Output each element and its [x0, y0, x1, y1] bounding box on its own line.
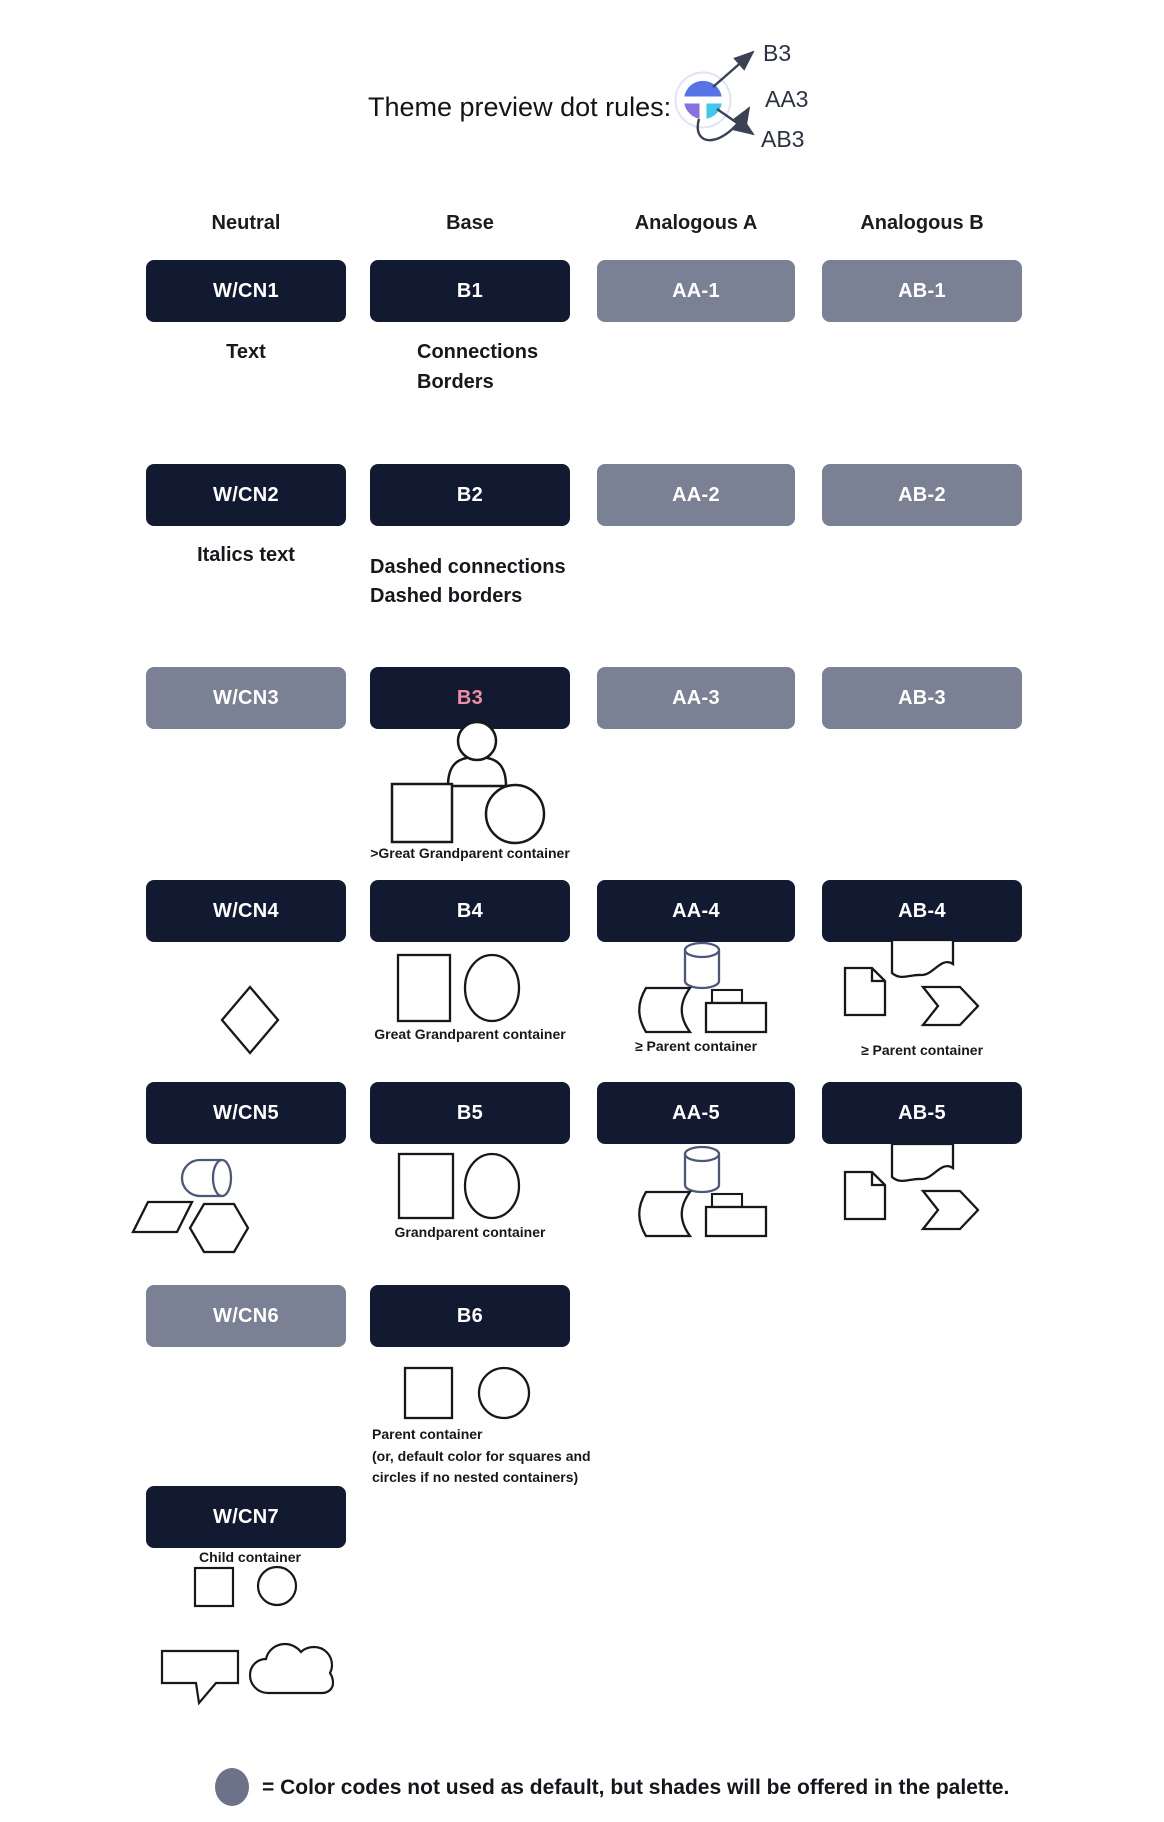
circle-shape — [486, 785, 544, 843]
aa5-shape-group — [639, 1147, 766, 1236]
cylinder-top — [685, 943, 719, 957]
caption-parent-container-b6-3: circles if no nested containers) — [372, 1469, 579, 1485]
stored-data-icon — [639, 988, 690, 1032]
theme-preview-dot-icon — [676, 73, 731, 128]
square-shape — [405, 1368, 452, 1418]
cylinder-icon — [685, 1147, 719, 1192]
column-header-neutral: Neutral — [211, 212, 281, 234]
note-italics-text: Italics text — [197, 544, 295, 566]
swatch-ab-1: AB-1 — [822, 260, 1022, 322]
column-header-analogous-a: Analogous A — [634, 212, 758, 234]
hexagon-icon — [190, 1204, 248, 1252]
cylinder-body — [685, 950, 719, 988]
caption-parent-ab4: ≥ Parent container — [860, 1042, 984, 1058]
note-connections: Connections — [417, 341, 539, 363]
dot-ring — [676, 73, 731, 128]
caption-parent-container-b6-2: (or, default color for squares and — [372, 1448, 591, 1464]
aa4-shape-group — [639, 943, 766, 1032]
swatch-aa-2: AA-2 — [597, 464, 795, 526]
rect-shape — [706, 1003, 766, 1032]
swatch-b5: B5 — [370, 1082, 570, 1144]
dot-rule-label-aa3: AA3 — [765, 86, 809, 112]
speech-bubble-icon — [162, 1651, 238, 1703]
circle-shape — [465, 1154, 519, 1218]
dot-rule-label-b3: B3 — [763, 40, 792, 66]
swatch-w-cn7: W/CN7 — [146, 1486, 346, 1548]
arrow-to-aa3 — [698, 108, 749, 140]
cylinder-horizontal-icon — [182, 1160, 231, 1196]
chevron-icon — [923, 1191, 978, 1229]
caption-great-grandparent-b3: >Great Grandparent container — [370, 845, 570, 861]
b4-shape-group — [398, 955, 519, 1021]
document-wave-icon — [892, 1144, 953, 1181]
note-text: Text — [226, 341, 266, 363]
note-dashed-connections: Dashed connections — [370, 556, 566, 578]
b6-shape-group — [405, 1368, 529, 1418]
ab4-shape-group — [845, 940, 978, 1025]
swatch-ab-4: AB-4 — [822, 880, 1022, 942]
dot-rule-arrows — [698, 52, 753, 140]
person-icon — [448, 757, 506, 786]
dot-top-half-blue — [684, 81, 721, 97]
column-header-base: Base — [446, 212, 494, 234]
cloud-icon — [250, 1644, 333, 1693]
caption-great-grandparent-b4: Great Grandparent container — [374, 1026, 566, 1042]
arrow-to-b3 — [713, 52, 753, 87]
note-dashed-borders: Dashed borders — [370, 585, 523, 607]
stored-data-icon — [639, 1192, 690, 1236]
note-fold — [872, 968, 885, 981]
swatch-b4: B4 — [370, 880, 570, 942]
note-icon — [845, 1172, 885, 1219]
note-fold — [872, 1172, 885, 1185]
cylinder-body — [182, 1160, 222, 1196]
swatch-aa-1: AA-1 — [597, 260, 795, 322]
column-header-analogous-b: Analogous B — [860, 212, 984, 234]
square-shape — [392, 784, 452, 842]
caption-parent-aa4: ≥ Parent container — [634, 1038, 758, 1054]
arrow-to-ab3 — [717, 109, 753, 134]
caption-grandparent-b5: Grandparent container — [394, 1224, 546, 1240]
caption-child-container: Child container — [199, 1549, 301, 1565]
square-shape — [195, 1568, 233, 1606]
wcn5-shape-group — [133, 1160, 248, 1252]
cylinder-end — [213, 1160, 231, 1196]
swatch-b2: B2 — [370, 464, 570, 526]
swatch-b6: B6 — [370, 1285, 570, 1347]
circle-shape — [465, 955, 519, 1021]
note-icon — [845, 968, 885, 1015]
square-shape — [399, 1154, 453, 1218]
page-title: Theme preview dot rules: — [368, 92, 672, 122]
cylinder-top — [685, 1147, 719, 1161]
swatch-aa-5: AA-5 — [597, 1082, 795, 1144]
tab-rect-icon — [712, 990, 742, 1003]
swatch-w-cn4: W/CN4 — [146, 880, 346, 942]
swatch-b3: B3 — [370, 667, 570, 729]
ab5-shape-group — [845, 1144, 978, 1229]
tab-rect-icon — [712, 1194, 742, 1207]
swatch-aa-3: AA-3 — [597, 667, 795, 729]
swatch-ab-2: AB-2 — [822, 464, 1022, 526]
circle-shape — [258, 1567, 296, 1605]
cylinder-icon — [685, 943, 719, 988]
swatch-w-cn6: W/CN6 — [146, 1285, 346, 1347]
legend-text: = Color codes not used as default, but shades will be offered in the palette. — [262, 1776, 1010, 1799]
swatch-w-cn3: W/CN3 — [146, 667, 346, 729]
dot-bottom-left-purple — [684, 104, 699, 119]
swatch-ab-3: AB-3 — [822, 667, 1022, 729]
note-borders: Borders — [417, 371, 494, 393]
cylinder-body — [685, 1154, 719, 1192]
swatch-ab-5: AB-5 — [822, 1082, 1022, 1144]
dot-rule-label-ab3: AB3 — [761, 126, 805, 152]
wcn7-shape-group — [162, 1567, 333, 1703]
swatch-w-cn2: W/CN2 — [146, 464, 346, 526]
rect-shape — [706, 1207, 766, 1236]
diamond-icon — [222, 987, 278, 1053]
swatch-b1: B1 — [370, 260, 570, 322]
caption-parent-container-b6: Parent container — [372, 1426, 483, 1442]
swatch-w-cn1: W/CN1 — [146, 260, 346, 322]
square-shape — [398, 955, 450, 1021]
circle-shape — [479, 1368, 529, 1418]
swatch-aa-4: AA-4 — [597, 880, 795, 942]
legend-gray-dot-icon — [215, 1768, 249, 1806]
document-wave-icon — [892, 940, 953, 977]
swatch-w-cn5: W/CN5 — [146, 1082, 346, 1144]
b3-shape-group — [392, 722, 544, 843]
dot-bottom-right-cyan — [707, 104, 722, 119]
chevron-icon — [923, 987, 978, 1025]
b5-shape-group — [399, 1154, 519, 1218]
parallelogram-icon — [133, 1202, 192, 1232]
